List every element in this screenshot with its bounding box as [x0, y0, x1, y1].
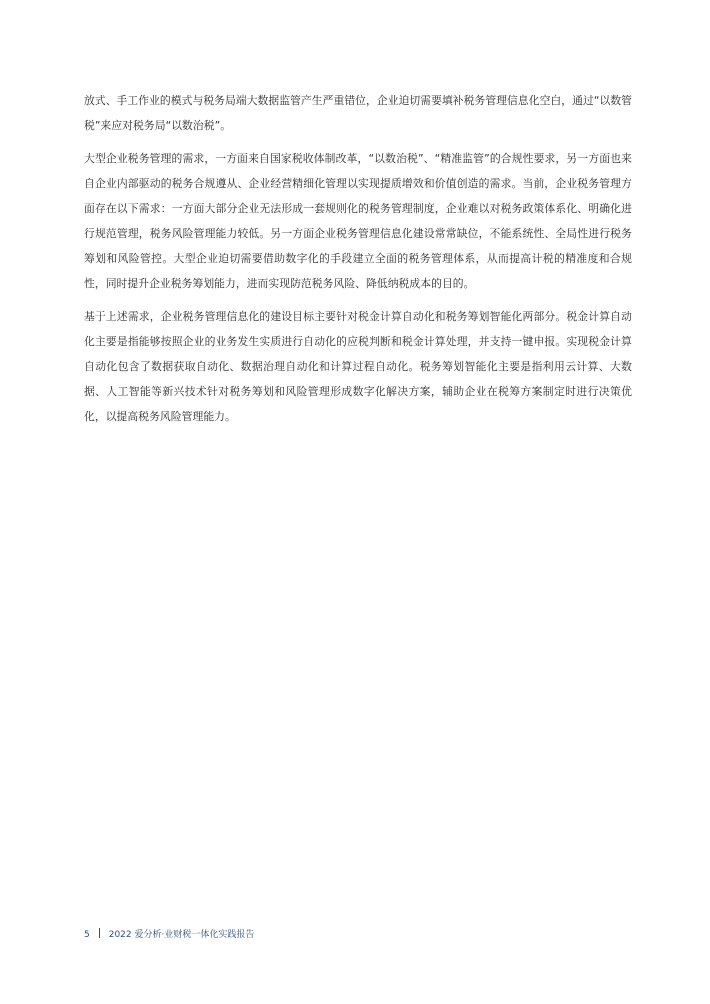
report-title: 2022 爱分析·业财税一体化实践报告 — [108, 930, 255, 940]
body-content — [84, 88, 632, 429]
footer-divider — [99, 928, 100, 938]
paragraph-1: 放式、手工作业的模式与税务局端大数据监管产生严重错位，企业迫切需要填补税务管理信息化空白，通过“以数管税”来应对税务局“以数治税”。 — [84, 94, 632, 132]
page-number: 5 — [84, 930, 90, 940]
paragraph-3: 基于上述需求，企业税务管理信息化的建设目标主要针对税金计算自动化和税务筹划智能化两部分。税金计算自动化主要是指能够按照企业的业务发生实质进行自动化的应税判断和税金计算处理，并支持一键申报。实现税金计算自动化包含了数据获取自动化、数据治理自动化和计算过程自动化。税务筹划智能化主要是指利用云计算、大数据、人工智能等新兴技术针对税务筹划和风险管理形成数字化解决方案，辅助企业在税筹方案制定时进行决策优化，以提高税务风险管理能力。 — [84, 310, 632, 423]
page-footer — [84, 928, 254, 941]
paragraph-2: 大型企业税务管理的需求，一方面来自国家税收体制改革，“以数治税”、“精准监管”的合规性要求，另一方面也来自企业内部驱动的税务合规遵从、企业经营精细化管理以实现提质增效和价值创造的需求。当前，企业税务管理方面存在以下需求：一方面大部分企业无法形成一套规则化的税务管理制度，企业难以对税务政策体系化、明确化进行规范管理，税务风险管理能力较低。另一方面企业税务管理信息化建设常常缺位，不能系统性、全局性进行税务筹划和风险管控。大型企业迫切需要借助数字化的手段建立全面的税务管理体系，从而提高计税的精准度和合规性，同时提升企业税务筹划能力，进而实现防范税务风险、降低纳税成本的目的。 — [84, 152, 632, 290]
